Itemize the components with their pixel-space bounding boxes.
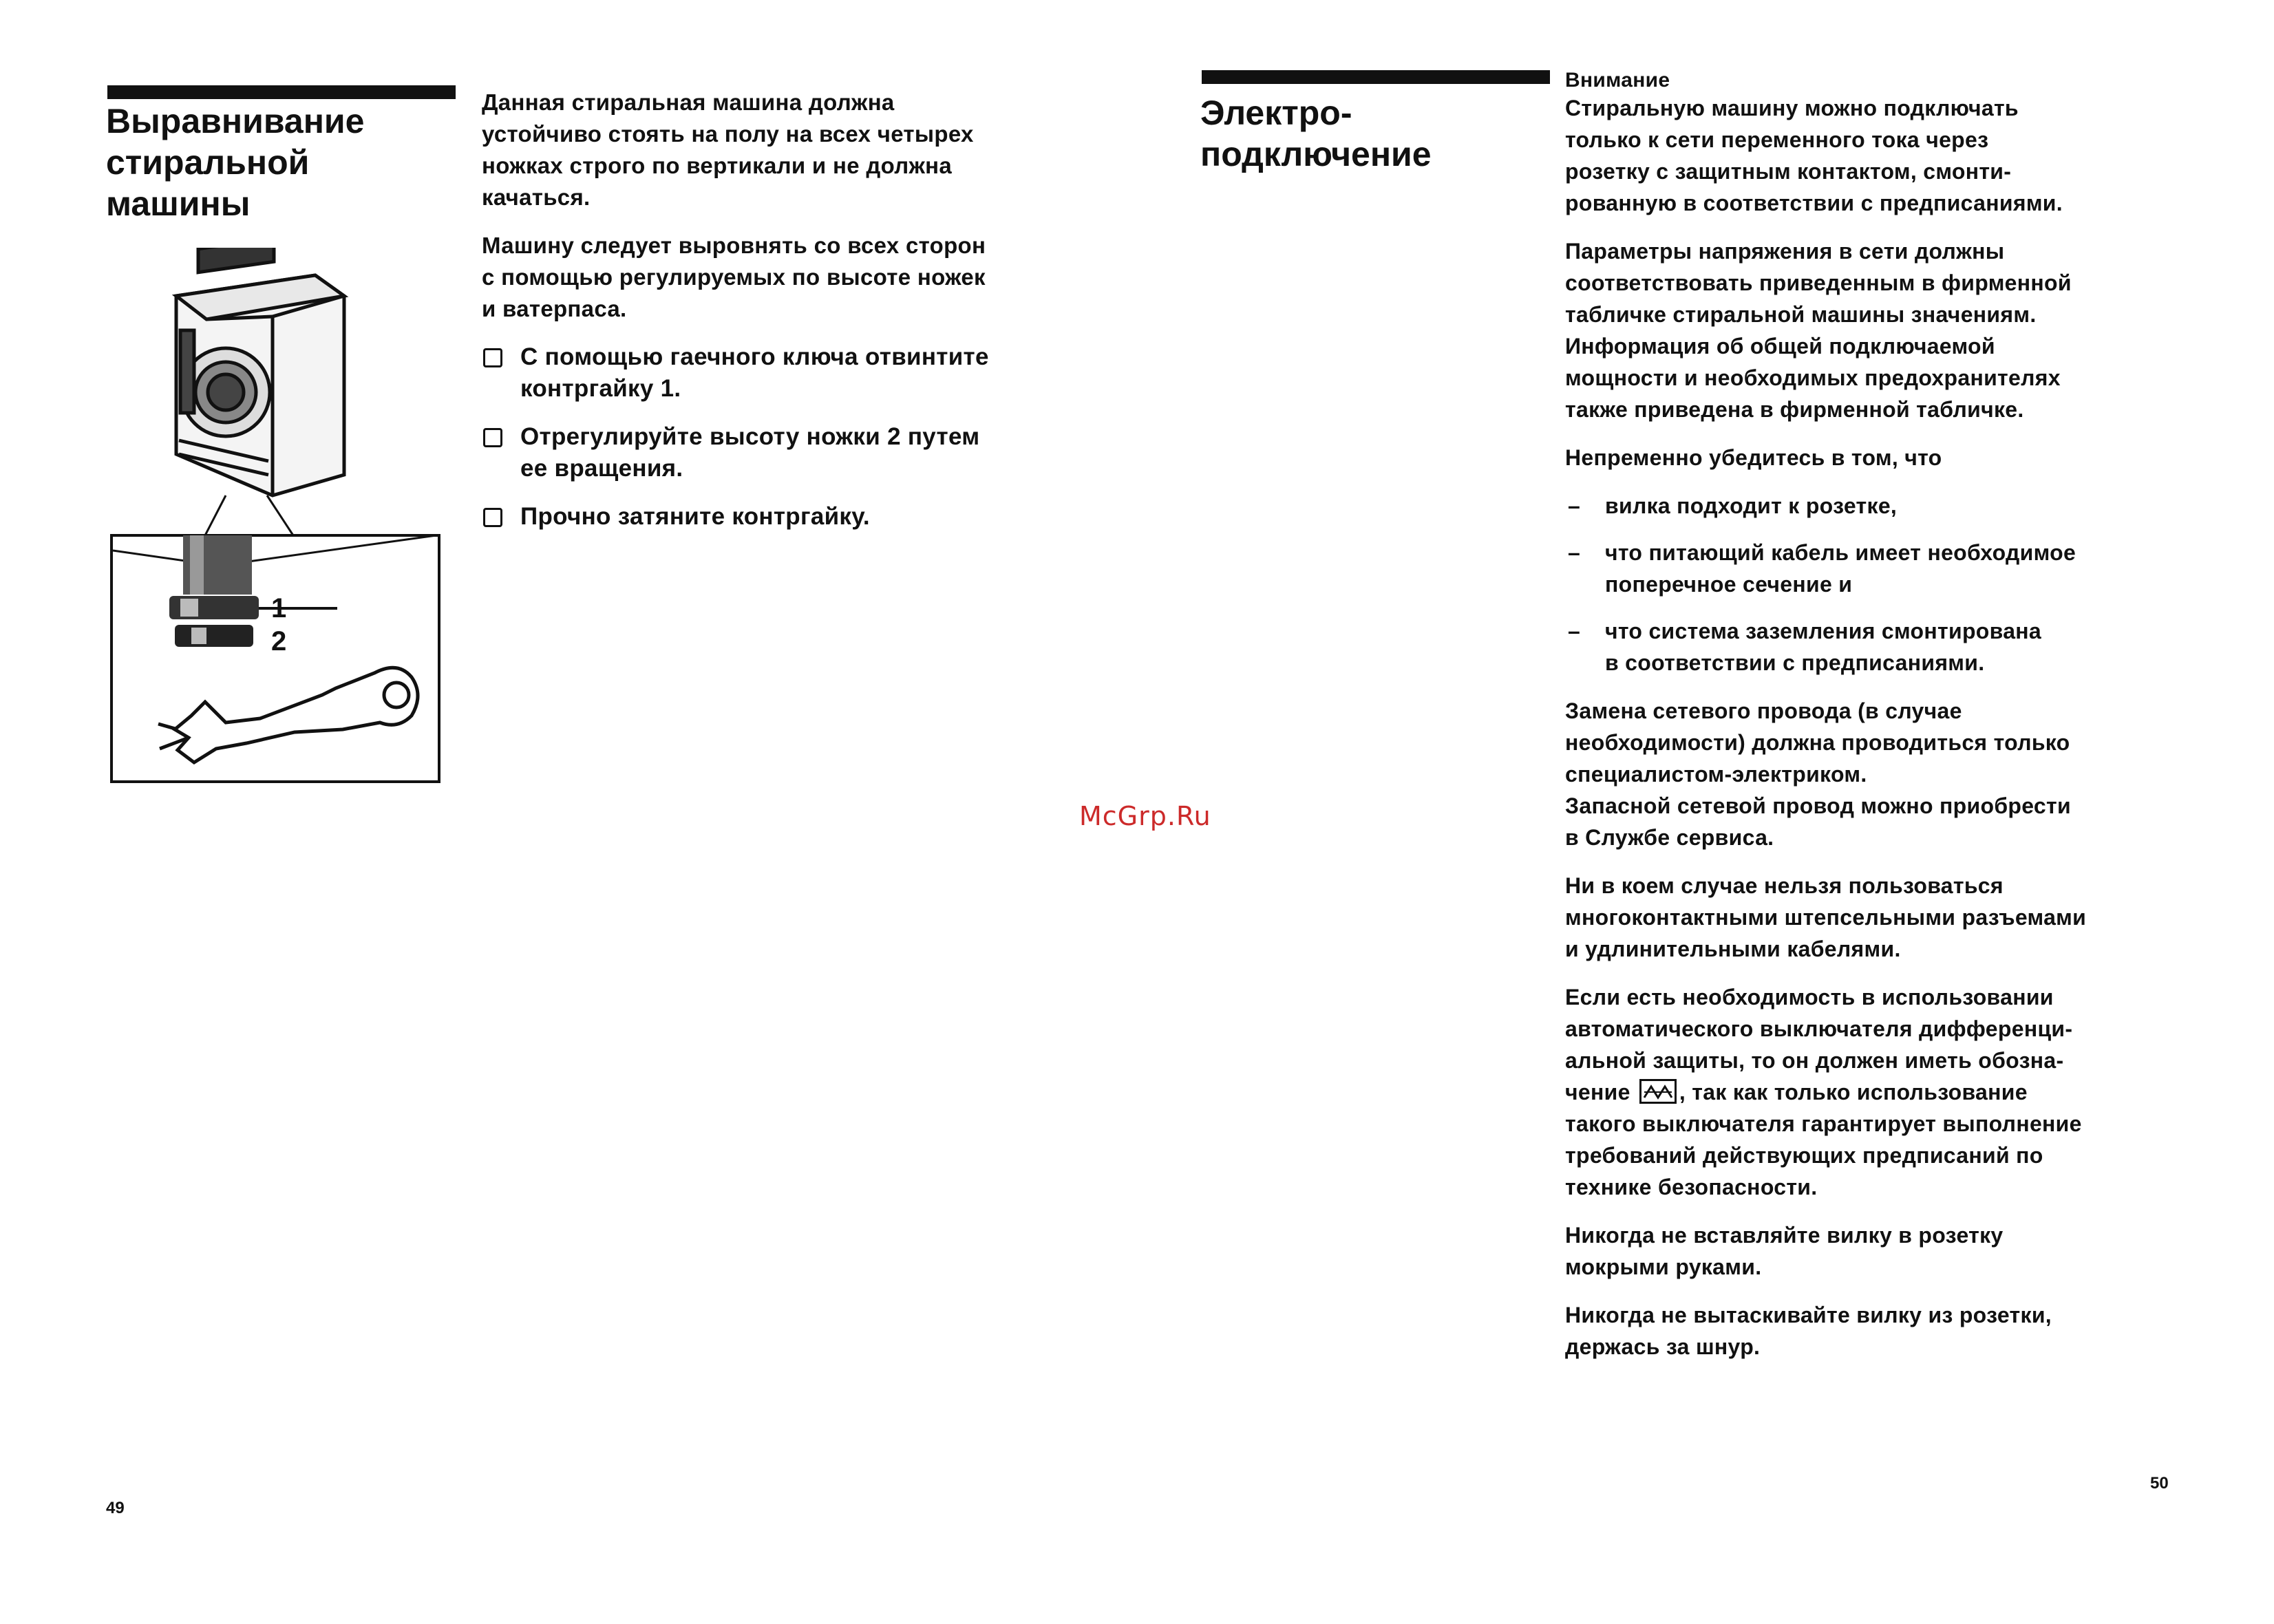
text-line: многоконтактными штепсельными разъемами (1565, 905, 2087, 930)
list-item (482, 421, 1087, 484)
text-line: Никогда не вставляйте вилку в розетку (1565, 1223, 2004, 1248)
text-line: Прочно затяните контргайку. (520, 503, 870, 530)
text-line: Запасной сетевой провод можно приобрести (1565, 793, 2071, 818)
text-line: необходимости) должна проводиться только (1565, 730, 2070, 755)
text-line: Замена сетевого провода (в случае (1565, 698, 1962, 723)
text-line: Отрегулируйте высоту ножки 2 путем (520, 423, 980, 450)
voltage-paragraph (1565, 235, 2219, 425)
heading-line: подключение (1200, 135, 1432, 173)
rcd-symbol-icon (1639, 1079, 1677, 1104)
watermark: McGrp.Ru (1079, 801, 1211, 831)
checkbox-bullet-icon (483, 508, 502, 527)
wet-hands-warning-paragraph (1565, 1219, 2219, 1283)
text-fragment: чение (1565, 1080, 1630, 1104)
checkbox-bullet-icon (483, 348, 502, 367)
heading-rule (107, 85, 456, 99)
text-line: табличке стиральной машины значениям. (1565, 302, 2037, 327)
callout-label-2: 2 (271, 626, 287, 656)
text-line: альной защиты, то он должен иметь обозна- (1565, 1048, 2064, 1073)
section-heading-electrical (1200, 92, 1432, 175)
text-line: держась за шнур. (1565, 1334, 1761, 1359)
attention-title: Внимание (1565, 69, 1670, 92)
page-number-right: 50 (2150, 1474, 2169, 1493)
right-page (1137, 0, 2274, 1624)
leveling-paragraph-2 (482, 230, 1087, 325)
pull-cord-warning-paragraph (1565, 1299, 2219, 1363)
leveling-paragraph-1 (482, 87, 1087, 213)
text-line: что система заземления смонтирована (1605, 619, 2042, 643)
requirements-list (1565, 490, 2219, 679)
text-line: устойчиво стоять на полу на всех четырех (482, 121, 974, 147)
text-line: Данная стиральная машина должна (482, 89, 895, 115)
text-line: специалистом-электриком. (1565, 762, 1867, 787)
leveling-text-column (482, 87, 1087, 549)
attention-paragraph (1565, 69, 2219, 219)
heading-rule (1202, 70, 1550, 84)
text-line: Информация об общей подключаемой (1565, 334, 1995, 359)
text-line: розетку с защитным контактом, смонти- (1565, 159, 2012, 184)
cable-replacement-paragraph (1565, 695, 2219, 853)
text-line: мокрыми руками. (1565, 1254, 1762, 1279)
text-line: что питающий кабель имеет необходимое (1605, 540, 2076, 565)
text-line: поперечное сечение и (1605, 572, 1853, 597)
text-line: Если есть необходимость в использовании (1565, 985, 2054, 1009)
leveling-steps-list (482, 341, 1087, 533)
text-line: в Службе сервиса. (1565, 825, 1774, 850)
text-line: соответствовать приведенным в фирменной (1565, 270, 2072, 295)
callout-label-1: 1 (271, 593, 287, 623)
text-line: С помощью гаечного ключа отвинтите (520, 343, 989, 370)
text-line: и ватерпаса. (482, 296, 627, 321)
dash-bullet: – (1568, 619, 1581, 643)
list-item (1565, 615, 2219, 679)
checkbox-bullet-icon (483, 428, 502, 447)
heading-line: Выравнивание (106, 102, 365, 140)
section-heading-leveling (106, 100, 364, 224)
text-line-with-symbol (1565, 1076, 2219, 1108)
text-line: с помощью регулируемых по высоте ножек (482, 264, 986, 290)
text-line: технике безопасности. (1565, 1175, 1818, 1199)
heading-line: Электро- (1200, 94, 1352, 132)
text-line: Непременно убедитесь в том, что (1565, 445, 1942, 470)
dash-bullet: – (1568, 493, 1581, 518)
text-line: качаться. (482, 184, 591, 210)
dash-bullet: – (1568, 540, 1581, 565)
text-line: ее вращения. (520, 455, 683, 482)
list-item (1565, 490, 2219, 522)
heading-line: машины (106, 184, 251, 223)
text-line: требований действующих предписаний по (1565, 1143, 2043, 1168)
text-line: Параметры напряжения в сети должны (1565, 239, 2005, 264)
text-line: автоматического выключателя дифференци- (1565, 1016, 2073, 1041)
text-line: контргайку 1. (520, 375, 681, 402)
text-line: также приведена в фирменной табличке. (1565, 397, 2024, 422)
rcd-paragraph (1565, 981, 2219, 1203)
washing-machine-leveling-illustration (109, 248, 446, 784)
electrical-text-column (1565, 69, 2219, 1379)
text-line: рованную в соответствии с предписаниями. (1565, 191, 2063, 215)
list-item (482, 501, 1087, 533)
page-number-left: 49 (106, 1499, 125, 1517)
text-line: Машину следует выровнять со всех сторон (482, 233, 986, 258)
check-intro (1565, 442, 2219, 473)
list-item (1565, 537, 2219, 600)
list-item (482, 341, 1087, 405)
text-line: такого выключателя гарантирует выполнение (1565, 1111, 2082, 1136)
text-line: в соответствии с предписаниями. (1605, 650, 1985, 675)
text-fragment: , так как только использование (1679, 1080, 2028, 1104)
text-line: только к сети переменного тока через (1565, 127, 1989, 152)
multi-plug-warning-paragraph (1565, 870, 2219, 965)
text-line: Ни в коем случае нельзя пользоваться (1565, 873, 2004, 898)
heading-line: стиральной (106, 143, 310, 182)
text-line: мощности и необходимых предохранителях (1565, 365, 2061, 390)
text-line: и удлинительными кабелями. (1565, 937, 1901, 961)
text-line: Стиральную машину можно подключать (1565, 96, 2019, 120)
text-line: ножках строго по вертикали и не должна (482, 153, 953, 178)
text-line: вилка подходит к розетке, (1605, 493, 1898, 518)
text-line: Никогда не вытаскивайте вилку из розетки, (1565, 1303, 2052, 1327)
